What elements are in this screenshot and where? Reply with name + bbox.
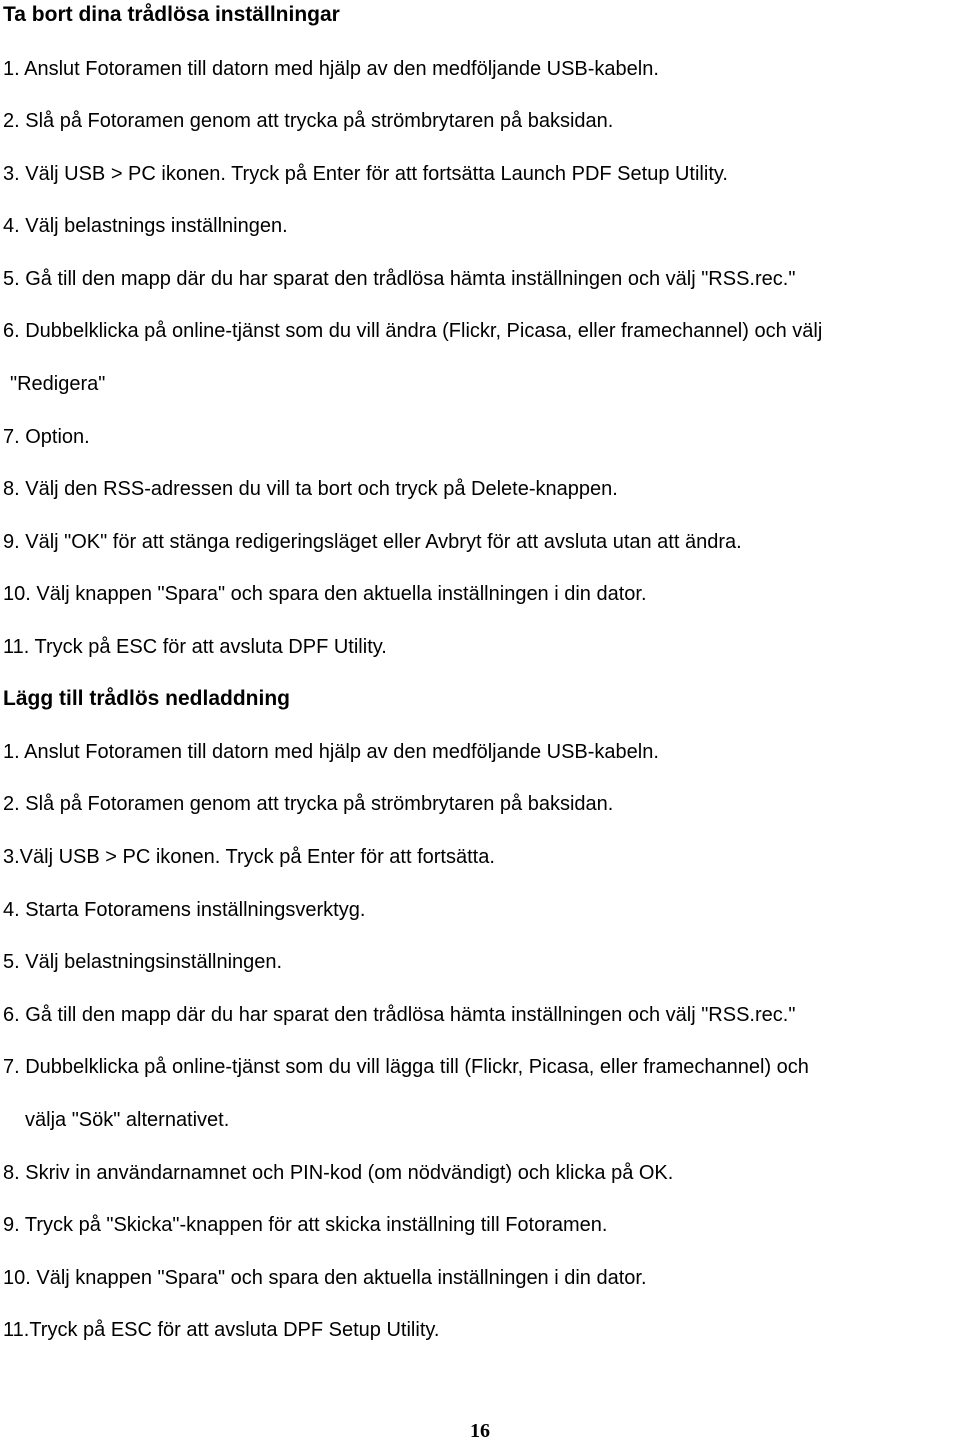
step-2-7-continued: välja "Sök" alternativet.: [25, 1109, 230, 1131]
step-2-1: 1. Anslut Fotoramen till datorn med hjälp av den medföljande USB-kabeln.: [3, 741, 659, 763]
step-1-11: 11. Tryck på ESC för att avsluta DPF Utility.: [3, 636, 387, 658]
step-2-9: 9. Tryck på "Skicka"-knappen för att skicka inställning till Fotoramen.: [3, 1214, 608, 1236]
step-2-4: 4. Starta Fotoramens inställningsverktyg.: [3, 899, 366, 921]
step-1-9: 9. Välj "OK" för att stänga redigeringsläget eller Avbryt för att avsluta utan att ändra.: [3, 531, 742, 553]
step-1-2: 2. Slå på Fotoramen genom att trycka på strömbrytaren på baksidan.: [3, 110, 614, 132]
step-1-4: 4. Välj belastnings inställningen.: [3, 215, 288, 237]
step-2-7: 7. Dubbelklicka på online-tjänst som du vill lägga till (Flickr, Picasa, eller framechannel) och: [3, 1056, 809, 1078]
step-2-8: 8. Skriv in användarnamnet och PIN-kod (om nödvändigt) och klicka på OK.: [3, 1162, 674, 1184]
section-heading-remove-wireless: Ta bort dina trådlösa inställningar: [3, 3, 340, 26]
page-number: 16: [470, 1420, 490, 1442]
step-1-5: 5. Gå till den mapp där du har sparat den trådlösa hämta inställningen och välj "RSS.rec.": [3, 268, 796, 290]
step-1-3: 3. Välj USB > PC ikonen. Tryck på Enter för att fortsätta Launch PDF Setup Utility.: [3, 163, 728, 185]
step-1-6-continued: "Redigera": [10, 373, 106, 395]
step-2-10: 10. Välj knappen "Spara" och spara den aktuella inställningen i din dator.: [3, 1267, 647, 1289]
step-1-8: 8. Välj den RSS-adressen du vill ta bort och tryck på Delete-knappen.: [3, 478, 618, 500]
step-2-6: 6. Gå till den mapp där du har sparat den trådlösa hämta inställningen och välj "RSS.rec.": [3, 1004, 796, 1026]
section-heading-add-wireless: Lägg till trådlös nedladdning: [3, 687, 290, 710]
step-2-2: 2. Slå på Fotoramen genom att trycka på strömbrytaren på baksidan.: [3, 793, 614, 815]
step-1-7: 7. Option.: [3, 426, 90, 448]
step-2-3: 3.Välj USB > PC ikonen. Tryck på Enter för att fortsätta.: [3, 846, 495, 868]
step-1-1: 1. Anslut Fotoramen till datorn med hjälp av den medföljande USB-kabeln.: [3, 58, 659, 80]
step-1-6: 6. Dubbelklicka på online-tjänst som du vill ändra (Flickr, Picasa, eller framechannel) och välj: [3, 320, 823, 342]
step-2-11: 11.Tryck på ESC för att avsluta DPF Setup Utility.: [3, 1319, 440, 1341]
step-2-5: 5. Välj belastningsinställningen.: [3, 951, 283, 973]
step-1-10: 10. Välj knappen "Spara" och spara den aktuella inställningen i din dator.: [3, 583, 647, 605]
